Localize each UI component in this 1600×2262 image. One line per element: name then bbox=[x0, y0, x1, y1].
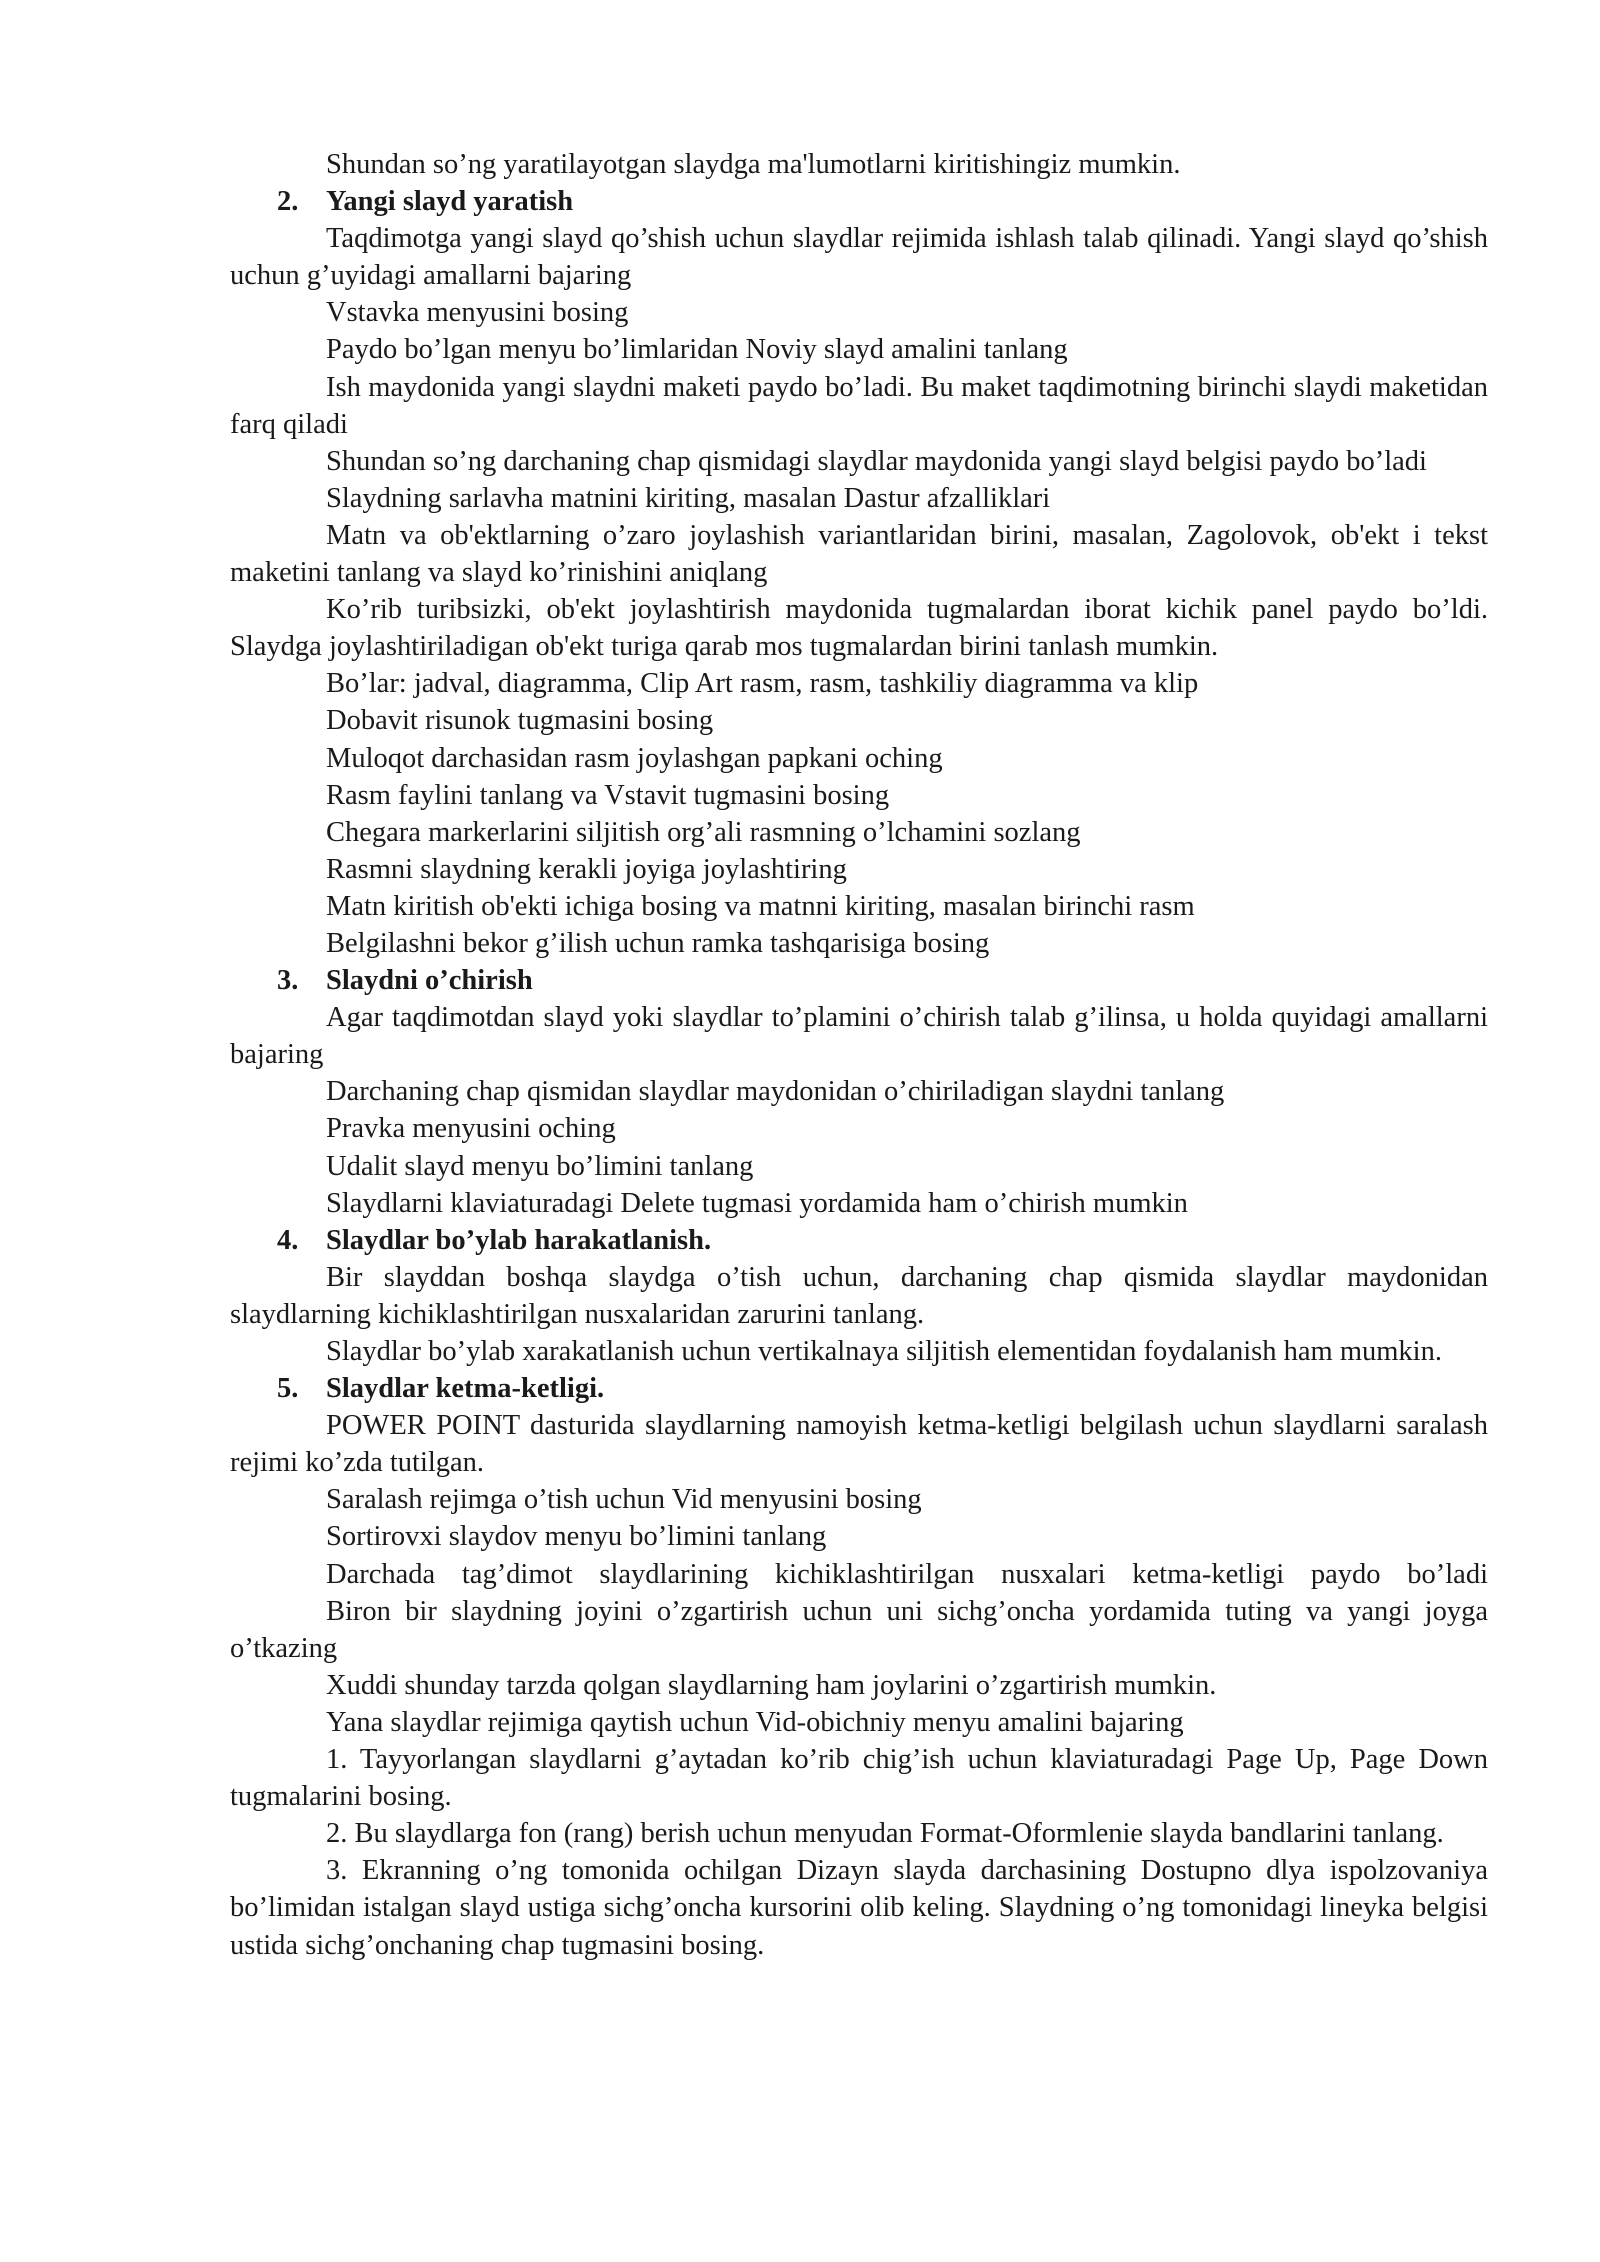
paragraph: Chegara markerlarini siljitish org’ali rasmning o’lchamini sozlang bbox=[326, 816, 1081, 848]
paragraph: Shundan so’ng darchaning chap qismidagi slaydlar maydonida yangi slayd belgisi paydo bo’ladi bbox=[326, 445, 1427, 477]
paragraph: POWER POINT dasturida slaydlarning namoyish ketma-ketligi belgilash uchun slaydlarni saralash rejimi ko’zda tutilgan. bbox=[230, 1410, 1488, 1479]
paragraph: Slaydning sarlavha matnini kiriting, masalan Dastur afzalliklari bbox=[326, 482, 1051, 514]
paragraph: 3. Ekranning o’ng tomonida ochilgan Dizayn slayda darchasining Dostupno dlya ispolzovaniya bo’limidan istalgan slayd ustiga sichg’oncha kursorini olib keling. Slaydning o’ng tomonidagi lineyka belgisi ustida sichg’onchaning chap tugmasini bosing. bbox=[230, 1855, 1488, 1961]
section-heading bbox=[230, 183, 1488, 220]
paragraph: Saralash rejimga o’tish uchun Vid menyusini bosing bbox=[326, 1484, 922, 1516]
paragraph: Biron bir slaydning joyini o’zgartirish uchun uni sichg’oncha yordamida tuting va yangi joyga o’tkazing bbox=[230, 1595, 1488, 1664]
section-title: Yangi slayd yaratish bbox=[326, 186, 574, 218]
paragraph: Rasmni slaydning kerakli joyiga joylashtiring bbox=[326, 853, 847, 885]
section-heading bbox=[230, 962, 1488, 999]
section-title: Slaydlar ketma-ketligi. bbox=[326, 1373, 605, 1405]
paragraph: Shundan so’ng yaratilayotgan slaydga ma'lumotlarni kiritishingiz mumkin. bbox=[326, 149, 1181, 180]
section-heading bbox=[230, 1370, 1488, 1407]
paragraph: Udalit slayd menyu bo’limini tanlang bbox=[326, 1150, 754, 1182]
paragraph: 2. Bu slaydlarga fon (rang) berish uchun menyudan Format-Oformlenie slayda bandlarini tanlang. bbox=[326, 1818, 1444, 1850]
paragraph: Darchada tag’dimot slaydlarining kichiklashtirilgan nusxalari ketma-ketligi paydo bo’ladi bbox=[326, 1558, 1488, 1590]
section-number: 3. bbox=[277, 965, 299, 997]
paragraph: Belgilashni bekor g’ilish uchun ramka tashqarisiga bosing bbox=[326, 927, 990, 959]
paragraph: Bo’lar: jadval, diagramma, Clip Art rasm, rasm, tashkiliy diagramma va klip bbox=[326, 668, 1199, 700]
section-number: 5. bbox=[277, 1373, 299, 1405]
paragraph: Darchaning chap qismidan slaydlar maydonidan o’chiriladigan slaydni tanlang bbox=[326, 1076, 1225, 1108]
paragraph: Muloqot darchasidan rasm joylashgan papkani oching bbox=[326, 742, 943, 774]
paragraph: Matn kiritish ob'ekti ichiga bosing va matnni kiriting, masalan birinchi rasm bbox=[326, 890, 1195, 922]
paragraph: 1. Tayyorlangan slaydlarni g’aytadan ko’rib chig’ish uchun klaviaturadagi Page Up, Page Down tugmalarini bosing. bbox=[230, 1744, 1488, 1813]
paragraph: Xuddi shunday tarzda qolgan slaydlarning ham joylarini o’zgartirish mumkin. bbox=[326, 1669, 1217, 1701]
paragraph: Sortirovxi slaydov menyu bo’limini tanlang bbox=[326, 1521, 827, 1553]
paragraph: Slaydlar bo’ylab xarakatlanish uchun vertikalnaya siljitish elementidan foydalanish ham mumkin. bbox=[326, 1336, 1442, 1367]
paragraph: Yana slaydlar rejimiga qaytish uchun Vid-obichniy menyu amalini bajaring bbox=[326, 1706, 1184, 1738]
paragraph: Rasm faylini tanlang va Vstavit tugmasini bosing bbox=[326, 779, 890, 811]
paragraph: Vstavka menyusini bosing bbox=[326, 297, 629, 329]
section-number: 2. bbox=[277, 186, 299, 218]
paragraph: Ko’rib turibsizki, ob'ekt joylashtirish maydonida tugmalardan iborat kichik panel paydo bo’ldi. Slaydga joylashtiriladigan ob'ekt turiga qarab mos tugmalardan birini tanlash mumkin. bbox=[230, 594, 1488, 663]
document-page bbox=[230, 146, 1488, 1964]
paragraph: Bir slayddan boshqa slaydga o’tish uchun, darchaning chap qismida slaydlar maydonidan slaydlarning kichiklashtirilgan nusxalaridan zarurini tanlang. bbox=[230, 1261, 1488, 1330]
paragraph: Ish maydonida yangi slaydni maketi paydo bo’ladi. Bu maket taqdimotning birinchi slaydi maketidan farq qiladi bbox=[230, 371, 1488, 440]
section-heading bbox=[230, 1222, 1488, 1259]
paragraph: Agar taqdimotdan slayd yoki slaydlar to’plamini o’chirish talab g’ilinsa, u holda quyidagi amallarni bajaring bbox=[230, 1002, 1488, 1071]
section-title: Slaydlar bo’ylab harakatlanish. bbox=[326, 1224, 712, 1256]
paragraph: Pravka menyusini oching bbox=[326, 1113, 616, 1145]
paragraph: Taqdimotga yangi slayd qo’shish uchun slaydlar rejimida ishlash talab qilinadi. Yangi slayd qo’shish uchun g’uyidagi amallarni bajaring bbox=[230, 223, 1488, 292]
paragraph: Slaydlarni klaviaturadagi Delete tugmasi yordamida ham o’chirish mumkin bbox=[326, 1187, 1188, 1219]
paragraph: Dobavit risunok tugmasini bosing bbox=[326, 705, 714, 737]
paragraph: Paydo bo’lgan menyu bo’limlaridan Noviy slayd amalini tanlang bbox=[326, 334, 1068, 366]
section-title: Slaydni o’chirish bbox=[326, 965, 533, 997]
paragraph: Matn va ob'ektlarning o’zaro joylashish variantlaridan birini, masalan, Zagolovok, ob'ekt i tekst maketini tanlang va slayd ko’rinishini aniqlang bbox=[230, 519, 1488, 589]
section-number: 4. bbox=[277, 1224, 299, 1256]
